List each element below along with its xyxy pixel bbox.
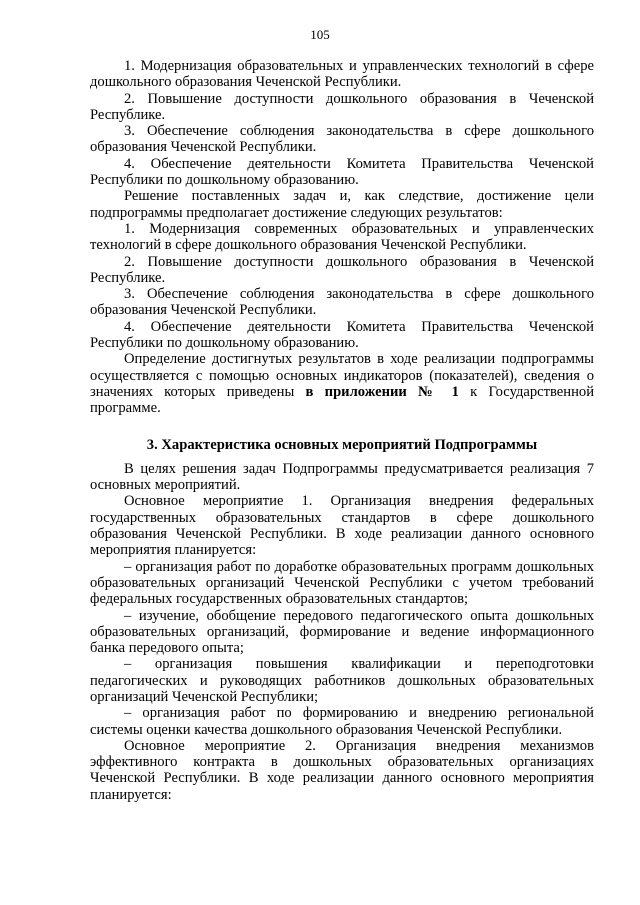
task-paragraph-4: 4. Обеспечение деятельности Комитета Правительства Чеченской Республики по дошкольному образованию. [90,155,594,189]
task-paragraph-2: 2. Повышение доступности дошкольного образования в Чеченской Республике. [90,90,594,123]
measure-2-paragraph: Основное мероприятие 2. Организация внедрения механизмов эффективного контракта в дошкольных образовательных организациях Чеченской Республики. В ходе реализации данного основного мероприятия планируется: [90,737,594,803]
result-paragraph-2: 2. Повышение доступности дошкольного образования в Чеченской Республике. [90,253,594,286]
page-number: 105 [310,27,330,42]
task-paragraph-1: 1. Модернизация образовательных и управленческих технологий в сфере дошкольного образования Чеченской Республики. [90,58,594,91]
task-paragraph-3: 3. Обеспечение соблюдения законодательства в сфере дошкольного образования Чеченской Республики. [90,123,594,156]
measure-1-item-2: – изучение, обобщение передового педагогического опыта дошкольных образовательных организаций, формирование и ведение информационного банка передового опыта; [90,607,594,657]
measure-1-item-3: – организация повышения квалификации и переподготовки педагогических и руководящих работников дошкольных образовательных организаций Чеченской Республики; [90,656,594,705]
measure-1-item-1: – организация работ по доработке образовательных программ дошкольных образовательных организаций Чеченской Республики с учетом требований федеральных государственных образовательных стандартов; [90,558,594,608]
section-heading: 3. Характеристика основных мероприятий Подпрограммы [146,436,538,453]
indicators-text-before: Определение достигнутых результатов в ходе реализации подпрограммы осуществляется с помощью основных индикаторов (показателей), сведения о значениях которых приведены [90,351,594,400]
result-paragraph-1: 1. Модернизация современных образовательных и управленческих технологий в сфере дошкольного образования Чеченской Республики. [90,220,594,254]
document-body [90,58,594,803]
indicators-text-after: к Государственной программе. [90,383,595,417]
appendix-reference: в приложении № 1 [305,383,459,400]
indicators-paragraph [90,351,594,416]
measure-1-paragraph: Основное мероприятие 1. Организация внедрения федеральных государственных образовательных стандартов в сфере дошкольного образования Чеченской Республики. В ходе реализации данного основного мероприятия планируется: [90,493,594,559]
result-paragraph-3: 3. Обеспечение соблюдения законодательства в сфере дошкольного образования Чеченской Республики. [90,286,594,319]
result-paragraph-4: 4. Обеспечение деятельности Комитета Правительства Чеченской Республики по дошкольному образованию. [90,318,594,352]
results-intro-paragraph: Решение поставленных задач и, как следствие, достижение цели подпрограммы предполагает достижение следующих результатов: [90,188,594,221]
measures-intro-paragraph: В целях решения задач Подпрограммы предусматривается реализация 7 основных мероприятий. [90,460,594,494]
measure-1-item-4: – организация работ по формированию и внедрению региональной системы оценки качества дошкольного образования Чеченской Республики. [90,705,594,738]
